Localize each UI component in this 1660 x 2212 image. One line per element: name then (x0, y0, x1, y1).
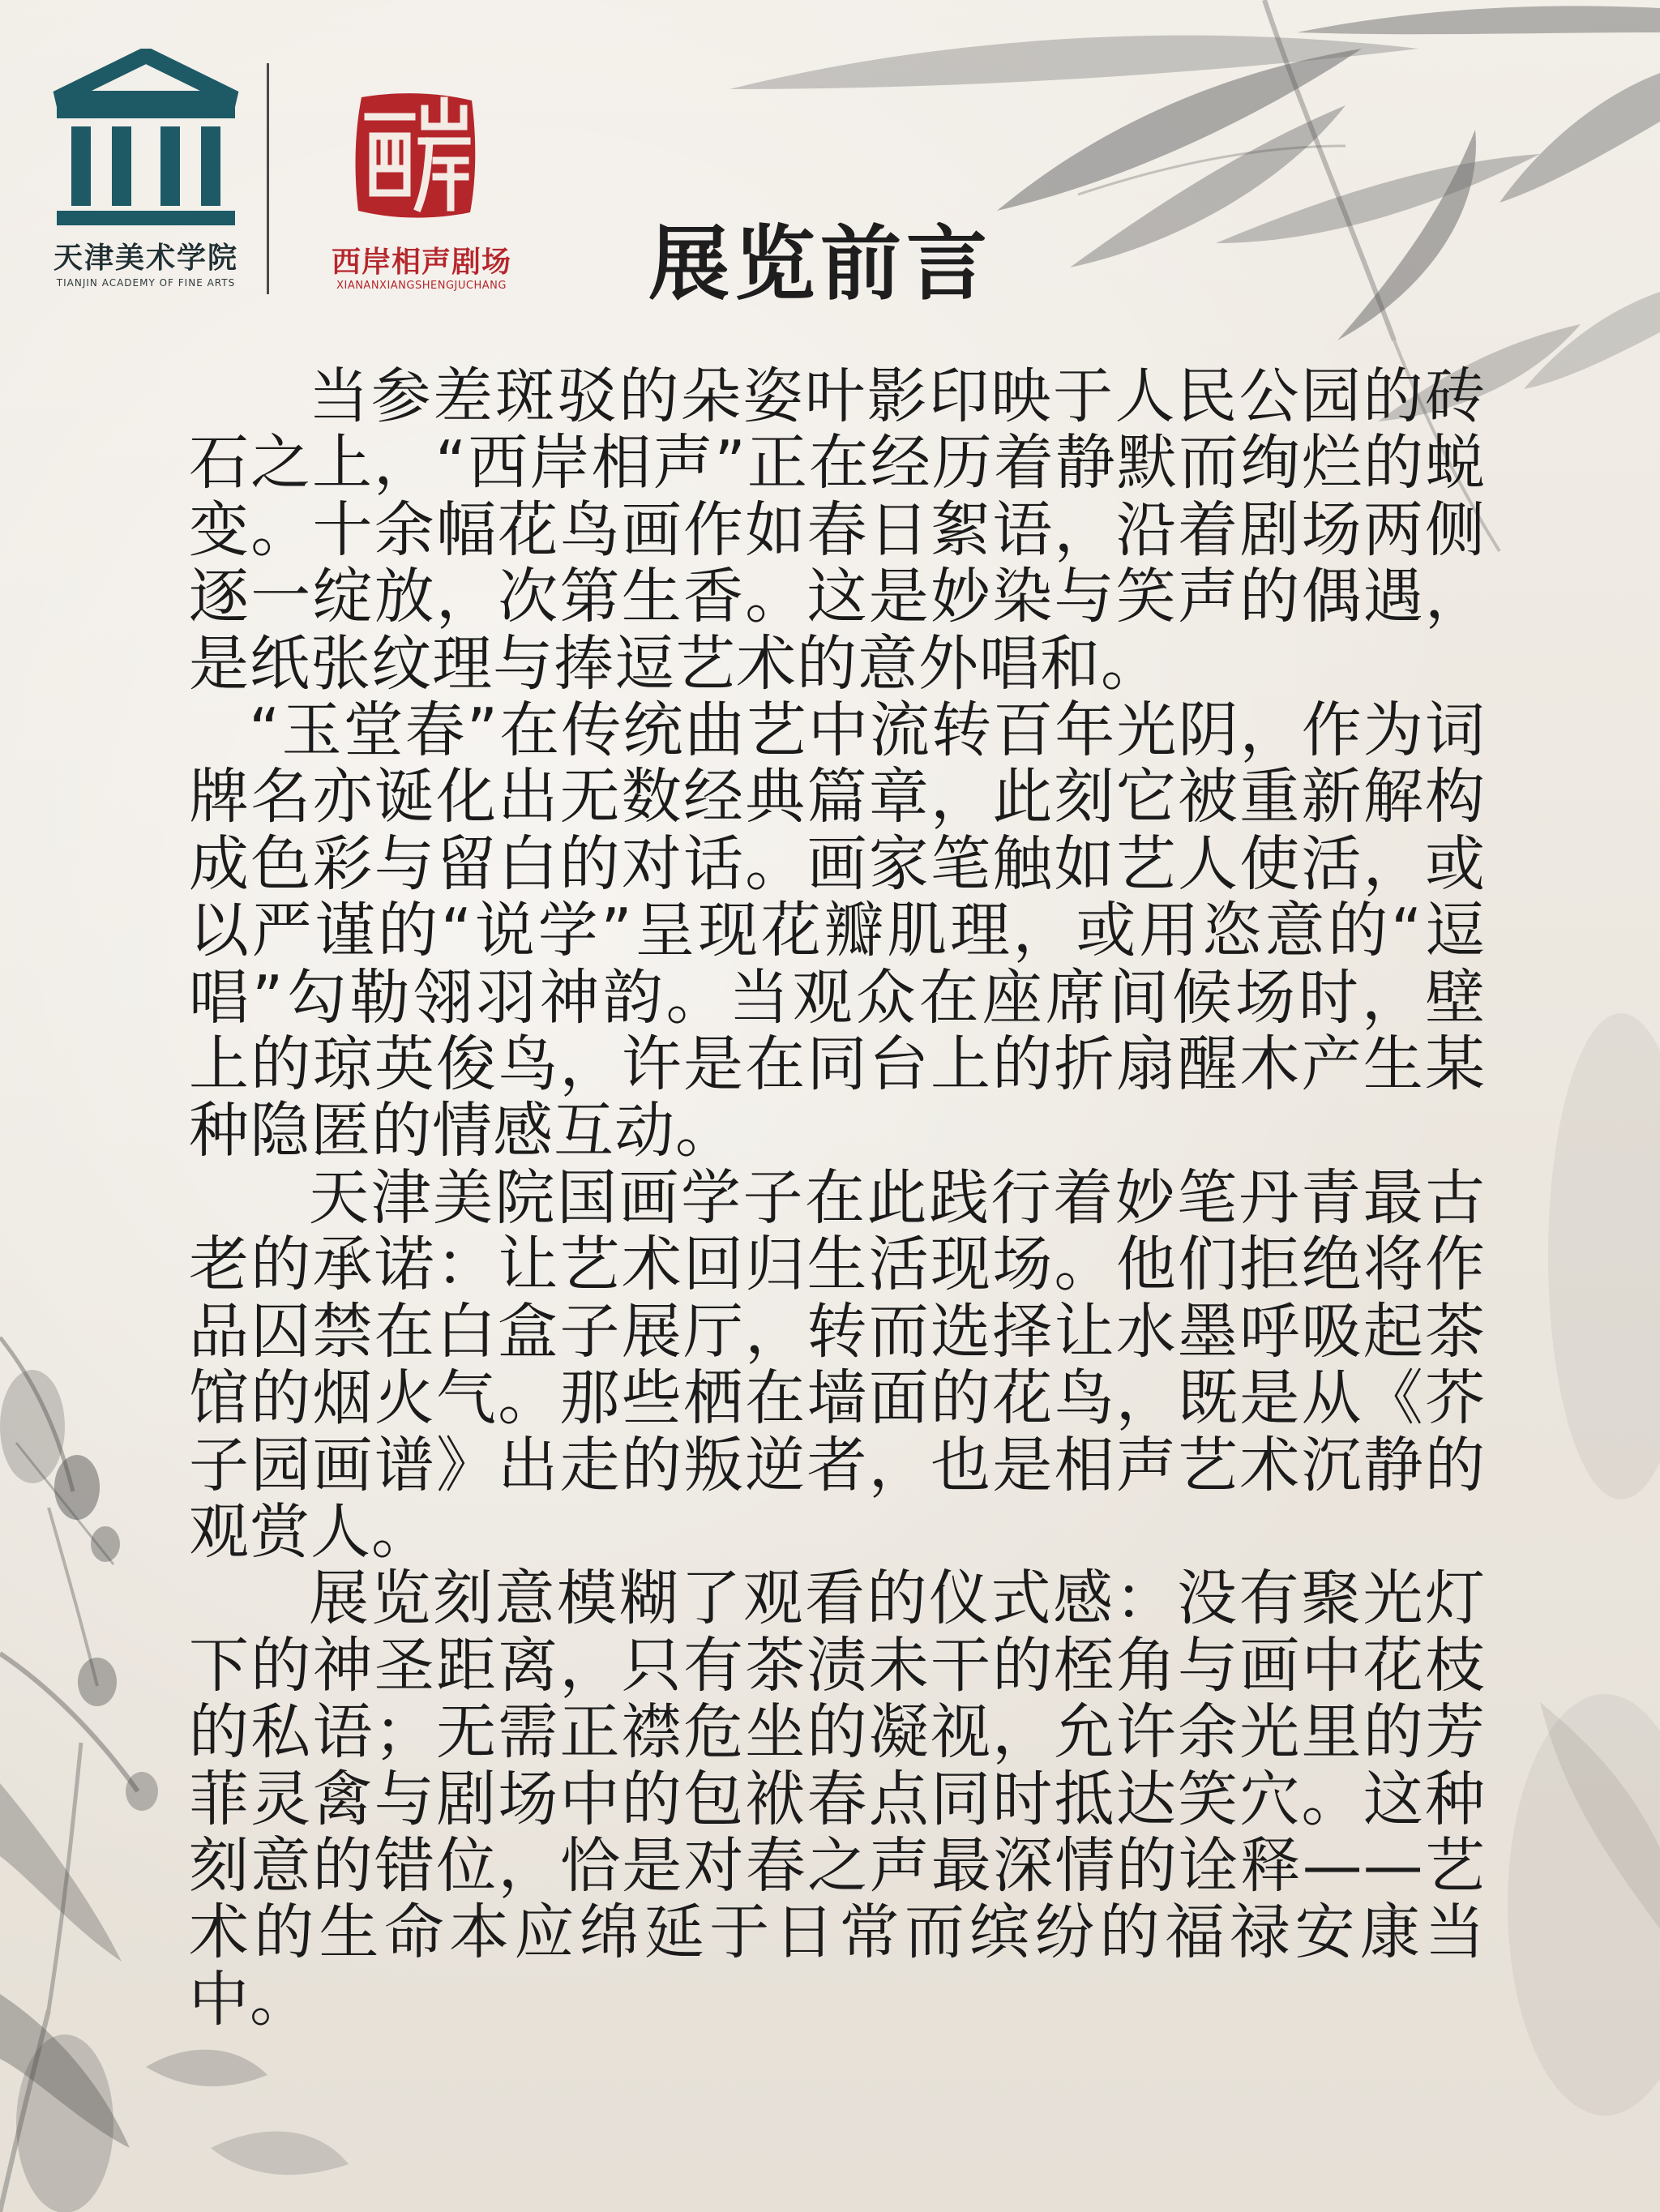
paragraph: 天津美院国画学子在此践行着妙笔丹青最古老的承诺：让艺术回归生活现场。他们拒绝将作品囚禁在白盒子展厅，转而选择让水墨呼吸起茶馆的烟火气。那些栖在墙面的花鸟，既是从《芥子园画谱》出走的叛逆者，也是相声艺术沉静的观赏人。 (189, 1162, 1486, 1567)
paragraph: “玉堂春”在传统曲艺中流转百年光阴，作为词牌名亦诞化出无数经典篇章，此刻它被重新解构成色彩与留白的对话。画家笔触如艺人使活，或以严谨的“说学”呈现花瓣肌理，或用恣意的“逗唱”勾勒翎羽神韵。当观众在座席间候场时，壁上的琼英俊鸟，许是在同台上的折扇醒木产生某种隐匿的情感互动。 (189, 695, 1486, 1166)
theatre-name-cn: 西岸相声剧场 (331, 246, 511, 279)
paragraph: 展览刻意模糊了观看的仪式感：没有聚光灯下的神圣距离，只有茶渍未干的桎角与画中花枝的私语；无需正襟危坐的凝视，允许余光里的芳菲灵禽与剧场中的包袱春点同时抵达笑穴。这种刻意的错位，恰是对春之声最深情的诠释——艺术的生命本应绵延于日常而缤纷的福禄安康当中。 (189, 1564, 1486, 2034)
logo-divider (267, 63, 269, 294)
page-title: 展览前言 (648, 216, 992, 311)
academy-name-en: TIANJIN ACADEMY OF FINE ARTS (56, 277, 236, 289)
academy-logo (49, 49, 243, 300)
preface-body (189, 363, 1486, 2033)
theatre-logo (292, 89, 551, 300)
ink-wash-right (1508, 1013, 1660, 2116)
paragraph: 当参差斑驳的朵姿叶影印映于人民公园的砖石之上，“西岸相声”正在经历着静默而绚烂的蜕变。十余幅花鸟画作如春日絮语，沿着剧场两侧逐一绽放，次第生香。这是妙染与笑声的偶遇，是纸张纹理与捧逗艺术的意外唱和。 (189, 362, 1486, 699)
academy-building-icon (49, 49, 243, 231)
academy-name-cn: 天津美术学院 (53, 241, 238, 275)
theatre-name-en: XIANANXIANGSHENGJUCHANG (336, 280, 507, 292)
theatre-seal-icon (350, 89, 480, 222)
